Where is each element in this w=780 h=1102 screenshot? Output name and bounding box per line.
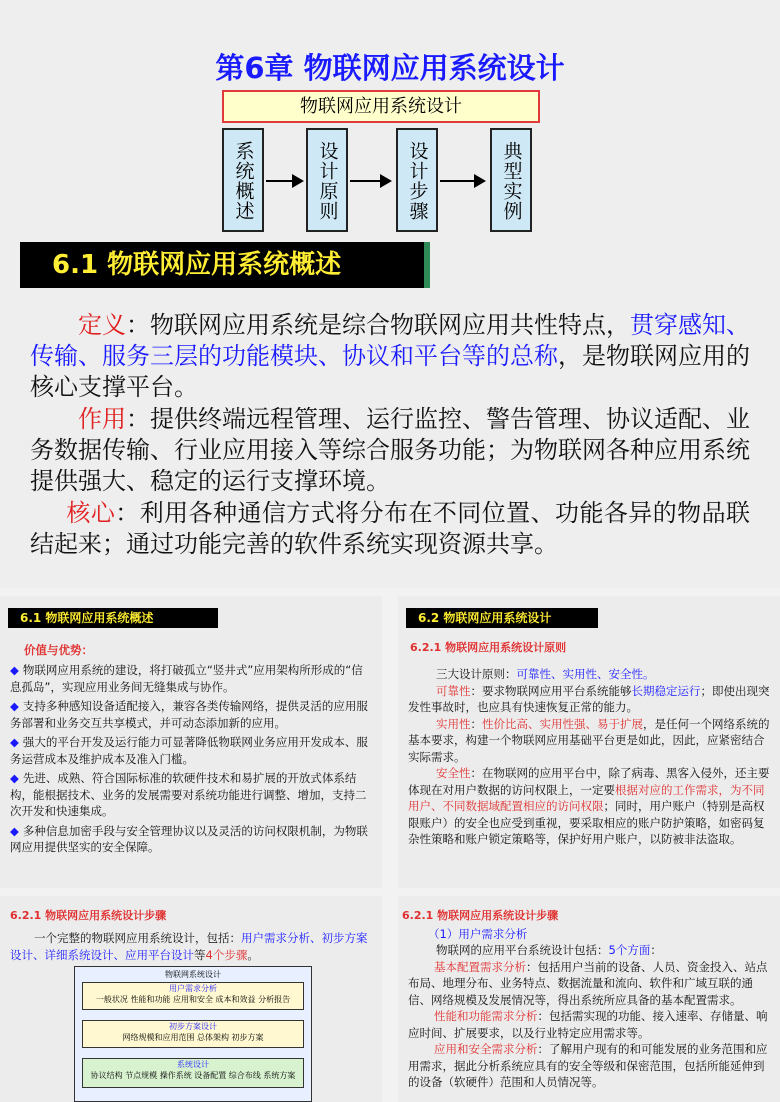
bullet-list (10, 662, 372, 856)
step-box-principles: 设计原则 (306, 128, 348, 232)
core-paragraph (30, 498, 750, 560)
step-box-examples: 典型实例 (490, 128, 532, 232)
requirements-text: 物联网的应用平台系统设计包括：5个方面： 基本配置需求分析：包括用户当前的设备、人员、资金投入、站点布局、地理分布、业务特点、数据流量和流向、软件和广域互联的通信、网络规模及发展情况等，得出系统所应具备的基本配置需求。 性能和功能需求分析：包括需实现的功能、接入速率、存储量、响应时间、扩展要求，以及行业特定应用需求等。 应用和安全需求分析：了解用户现有的和可能发展的业务范围和应用需求，据此分析系统应具有的安全等级和保密范围，包括所能延伸到的设备（软硬件）范围和人员情况等。 (408, 943, 768, 1089)
step-box-steps: 设计步骤 (396, 128, 438, 232)
outline-box: 物联网应用系统设计 (222, 90, 540, 123)
arrow-1 (266, 180, 302, 182)
function-text: ：提供终端远程管理、运行监控、警告管理、协议适配、业务数据传输、行业应用接入等综合服务功能；为物联网各种应用系统提供强大、稳定的运行支撑环境。 (30, 405, 750, 495)
slide-design-principles (398, 596, 780, 888)
list-item: ◆ 强大的平台开发及运行能力可显著降低物联网业务应用开发成本、服务运营成本及维护成本及准入门槛。 (10, 735, 368, 766)
slide-design-steps (0, 896, 382, 1102)
sub-heading: 6.2.1 物联网应用系统设计步骤 (10, 909, 167, 922)
list-item: ◆ 物联网应用系统的建设，将打破孤立“竖井式”应用架构所形成的“信息孤岛”，实现应用业务间无缝集成与协作。 (10, 663, 363, 694)
section-heading: 6.1 物联网应用系统概述 (20, 242, 430, 288)
function-paragraph (30, 404, 750, 497)
definition-text-end: ，是物联网应用的核心支撑平台。 (30, 342, 750, 401)
step-heading: （1）用户需求分析 (428, 927, 528, 941)
principles-text: 三大设计原则：可靠性、实用性、安全性。 可靠性：要求物联网应用平台系统能够长期稳定运行；即使出现突发性事故时，也应具有快速恢复正常的能力。 实用性：性价比高、实用性强、易于扩展，是任何一个网络系统的基本要求，构建一个物联网应用基础平台更是如此，因此，应紧密结合实际需求。 安全性：在物联网的应用平台中，除了病毒、黑客入侵外，还主要体现在对用户数据的访问权限上，一定要根据对应的工作需求，为不同用户、不同数据域配置相应的访问权限；同时，用户账户（特别是高权限账户）的安全也应受到重视，要采取相应的账户防护策略，如密码复杂性策略和账户锁定策略等，保护好用户账户，以防被非法盗取。 (408, 667, 770, 846)
core-label: 核心 (66, 499, 116, 527)
function-label: 作用 (78, 405, 126, 433)
steps-text: 一个完整的物联网应用系统设计，包括：用户需求分析、初步方案设计、详细系统设计、应用平台设计等4个步骤。 (10, 931, 368, 962)
slide-bar: 6.2 物联网应用系统设计 (406, 608, 598, 628)
sub-heading: 6.2.1 物联网应用系统设计原则 (410, 641, 567, 654)
definition-highlight: 贯穿感知、传输、服务三层的功能模块、协议和平台等的总称 (30, 311, 750, 370)
list-item: ◆ 先进、成熟、符合国际标准的软硬件技术和易扩展的开放式体系结构，能根据技术、业务的发展需要对系统功能进行调整、增加，支持二次开发和快速集成。 (10, 771, 367, 818)
definition-text: ：物联网应用系统是综合物联网应用共性特点， (126, 311, 630, 339)
list-item: ◆ 多种信息加密手段与安全管理协议以及灵活的访问权限机制，为物联网应用提供坚实的安全保障。 (10, 823, 368, 854)
list-item: ◆ 支持多种感知设备适配接入，兼容各类传输网络，提供灵活的应用服务部署和业务交互共享模式，并可动态添加新的应用。 (10, 699, 368, 730)
flow-step-2: 初步方案设计 网络规模和应用范围 总体架构 初步方案 (82, 1020, 304, 1048)
slide-bar: 6.1 物联网应用系统概述 (8, 608, 218, 628)
core-text: ：利用各种通信方式将分布在不同位置、功能各异的物品联结起来；通过功能完善的软件系统实现资源共享。 (30, 499, 751, 558)
value-heading: 价值与优势： (24, 643, 93, 657)
step-box-overview: 系统概述 (222, 128, 264, 232)
flow-title: 物联网系统设计 (165, 970, 221, 979)
arrow-2 (350, 180, 390, 182)
flow-step-3: 系统设计 协议结构 节点规模 操作系统 设备配置 综合布线 系统方案 (82, 1058, 304, 1088)
slide-value-advantages (0, 596, 382, 888)
flow-step-1: 用户需求分析 一般状况 性能和功能 应用和安全 成本和效益 分析报告 (82, 982, 304, 1010)
arrow-3 (440, 180, 484, 182)
definition-paragraph (30, 310, 750, 403)
sub-heading: 6.2.1 物联网应用系统设计步骤 (402, 909, 559, 922)
definition-label: 定义 (78, 311, 126, 339)
slide-requirements (398, 896, 780, 1102)
page-title: 第6章 物联网应用系统设计 (215, 51, 565, 85)
